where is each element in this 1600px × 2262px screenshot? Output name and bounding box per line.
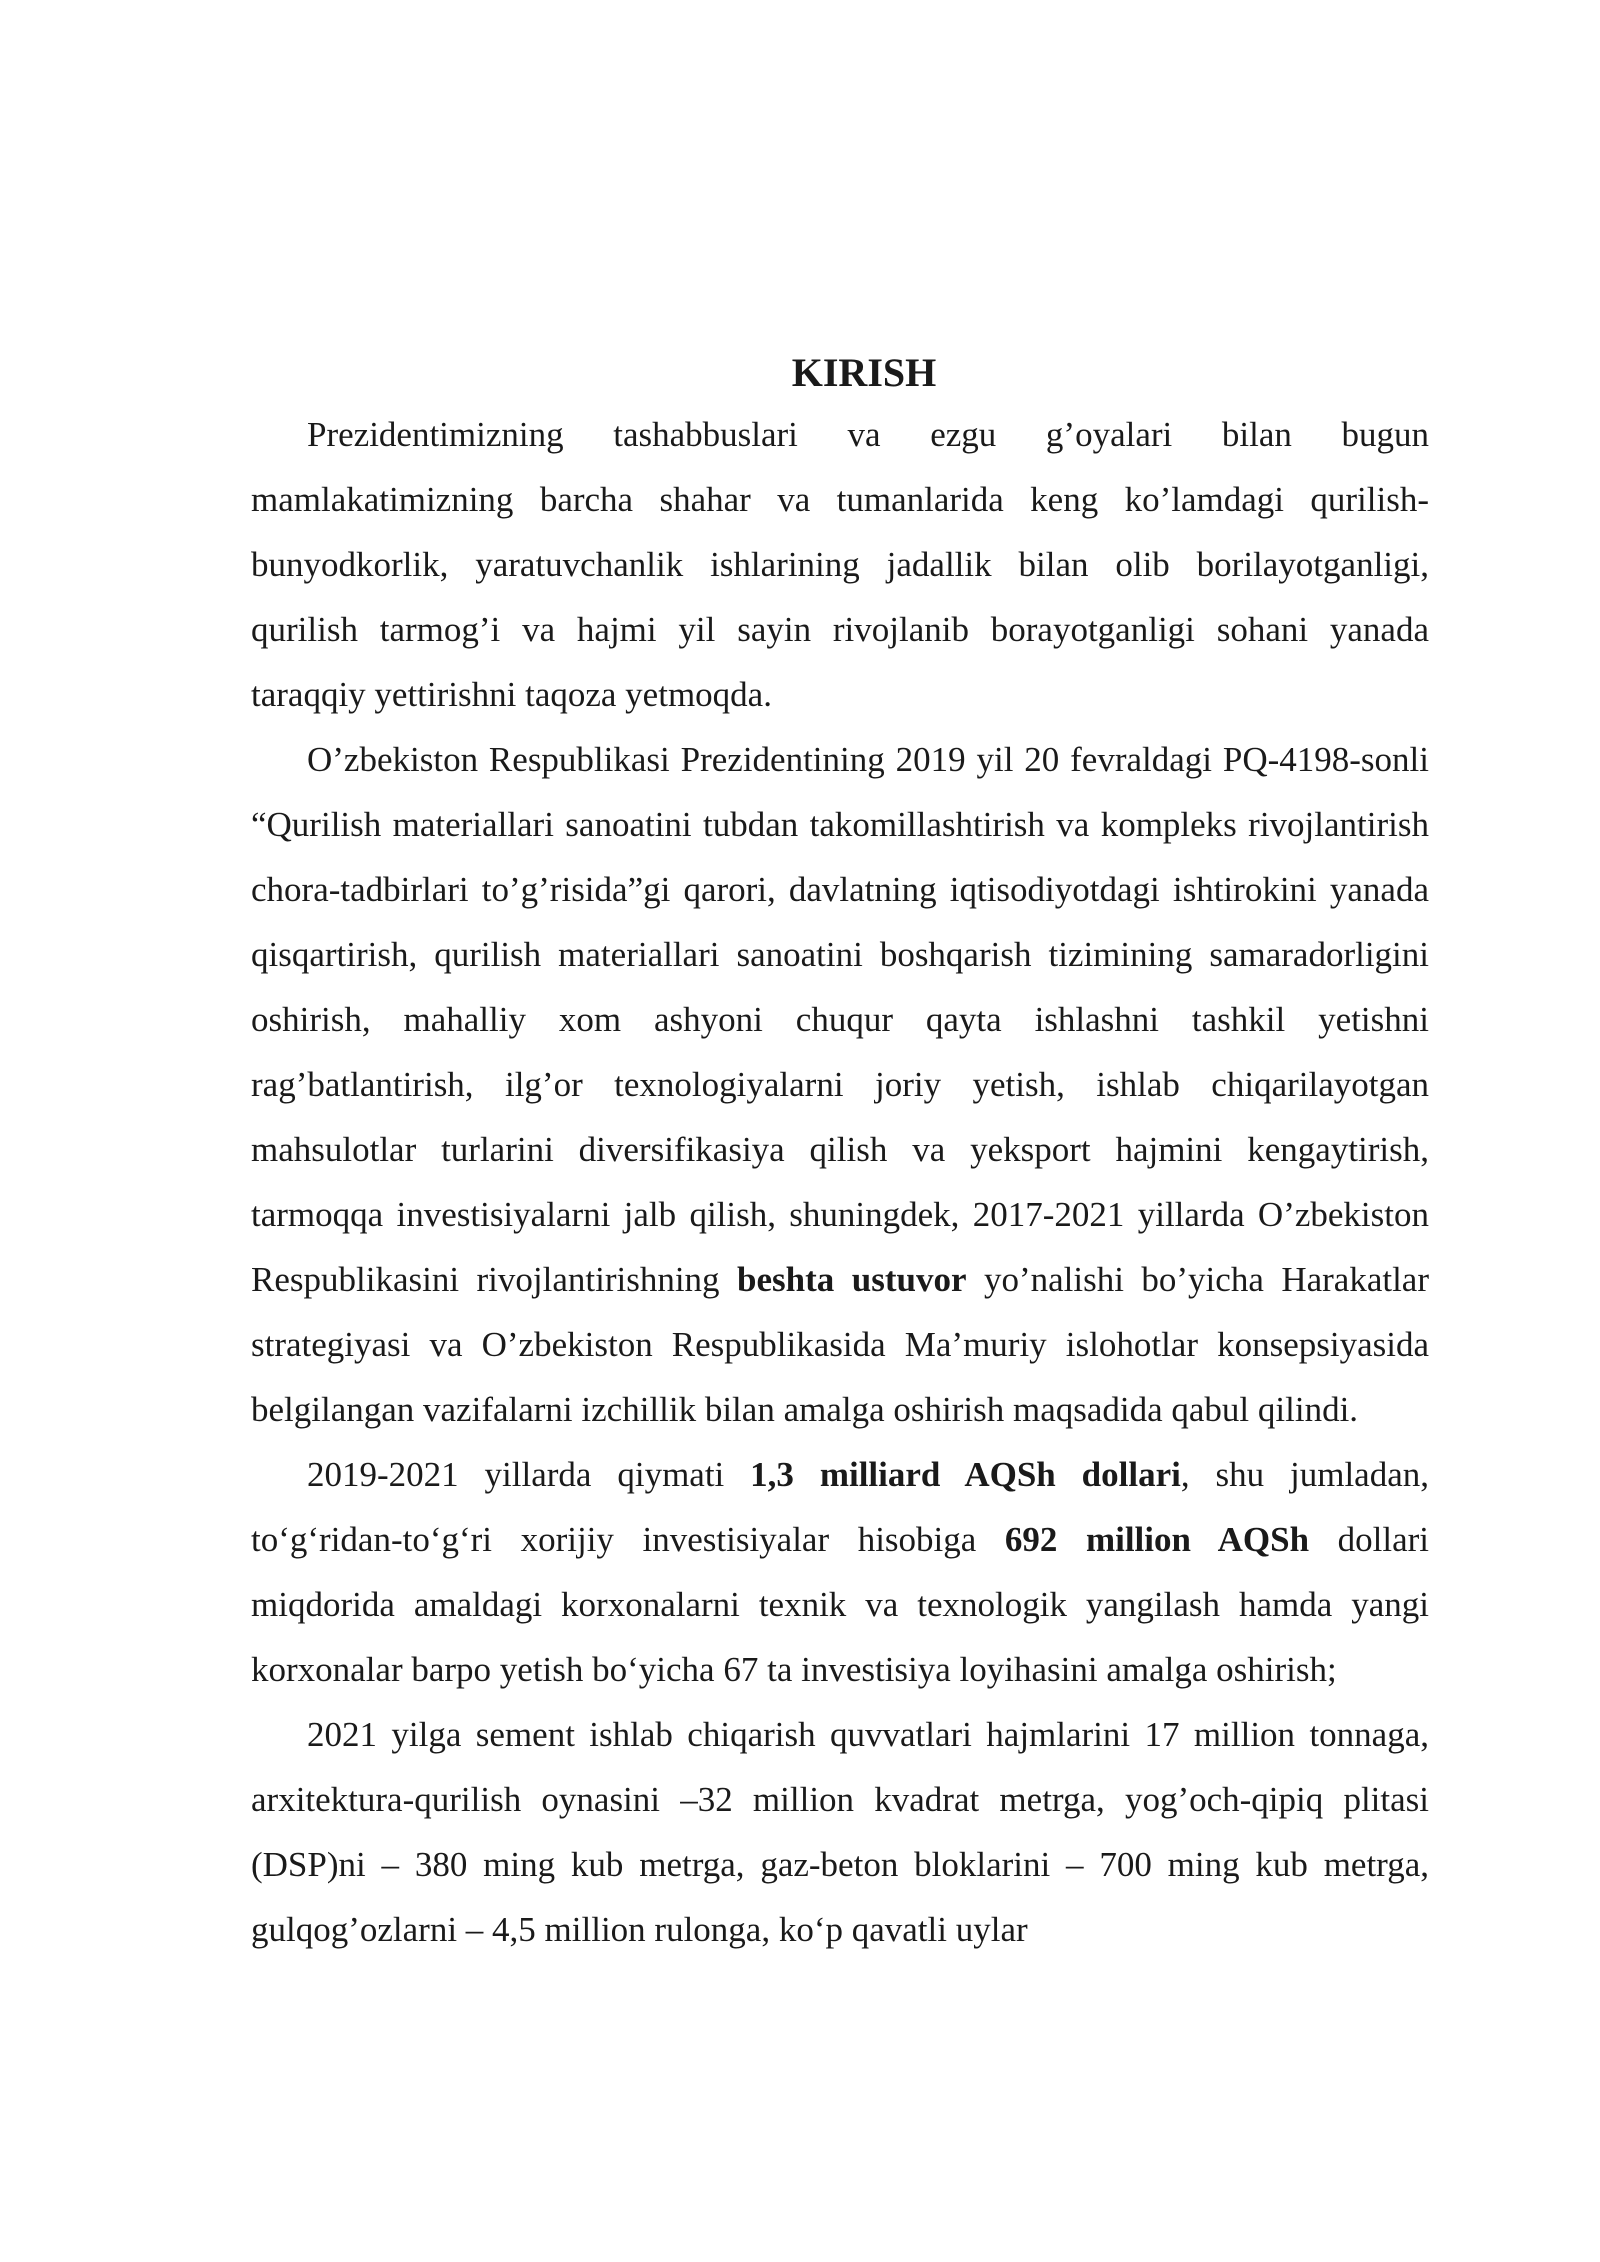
paragraph-text: 2019-2021 yillarda qiymati <box>307 1455 751 1494</box>
emphasis-text: 1,3 milliard AQSh dollari <box>750 1455 1181 1494</box>
paragraph-intro <box>251 402 1429 727</box>
paragraph-text: yo’nalishi bo’yicha Harakatlar strategiyasi va O’zbekiston Respublikasida Ma’muriy islohotlar konsepsiyasida belgilangan vazifalarni izchillik bilan amalga oshirish maqsadida qabul qilindi. <box>251 1260 1429 1429</box>
document-page <box>251 348 1429 1962</box>
paragraph-text: Prezidentimizning tashabbuslari va ezgu g’oyalari bilan bugun mamlakatimizning barcha shahar va tumanlarida keng ko’lamdagi qurilish-bunyodkorlik, yaratuvchanlik ishlarining jadallik bilan olib borilayotganligi, qurilish tarmog’i va hajmi yil sayin rivojlanib borayotganligi sohani yanada taraqqiy yettirishni taqoza yetmoqda. <box>251 415 1429 714</box>
paragraph-text: O’zbekiston Respublikasi Prezidentining 2019 yil 20 fevraldagi PQ-4198-sonli “Qurilish materiallari sanoatini tubdan takomillashtirish va kompleks rivojlantirish chora-tadbirlari to’g’risida”gi qarori, davlatning iqtisodiyotdagi ishtirokini yanada qisqartirish, qurilish materiallari sanoatini boshqarish tizimining samaradorligini oshirish, mahalliy xom ashyoni chuqur qayta ishlashni tashkil yetishni rag’batlantirish, ilg’or texnologiyalarni joriy yetish, ishlab chiqarilayotgan mahsulotlar turlarini diversifikasiya qilish va yeksport hajmini kengaytirish, tarmoqqa investisiyalarni jalb qilish, shuningdek, 2017-2021 yillarda O’zbekiston Respublikasini rivojlantirishning <box>251 740 1429 1299</box>
paragraph-text: dollari miqdorida amaldagi korxonalarni texnik va texnologik yangilash hamda yangi korxonalar barpo yetish bo‘yicha 67 ta investisiya loyihasini amalga oshirish; <box>251 1520 1429 1689</box>
paragraph-decree <box>251 727 1429 1442</box>
paragraph-capacity <box>251 1702 1429 1962</box>
emphasis-text: 692 million AQSh <box>1004 1520 1310 1559</box>
document-title: KIRISH <box>791 350 937 395</box>
paragraph-text: 2021 yilga sement ishlab chiqarish quvvatlari hajmlarini 17 million tonnaga, arxitektura-qurilish oynasini –32 million kvadrat metrga, yog’och-qipiq plitasi (DSP)ni – 380 ming kub metrga, gaz-beton bloklarini – 700 ming kub metrga, gulqog’ozlarni – 4,5 million rulonga, ko‘p qavatli uylar <box>251 1715 1429 1949</box>
paragraph-investment <box>251 1442 1429 1702</box>
paragraph-text: , shu jumladan, to‘g‘ridan-to‘g‘ri xorijiy investisiyalar hisobiga <box>251 1455 1429 1559</box>
emphasis-text: beshta ustuvor <box>737 1260 967 1299</box>
